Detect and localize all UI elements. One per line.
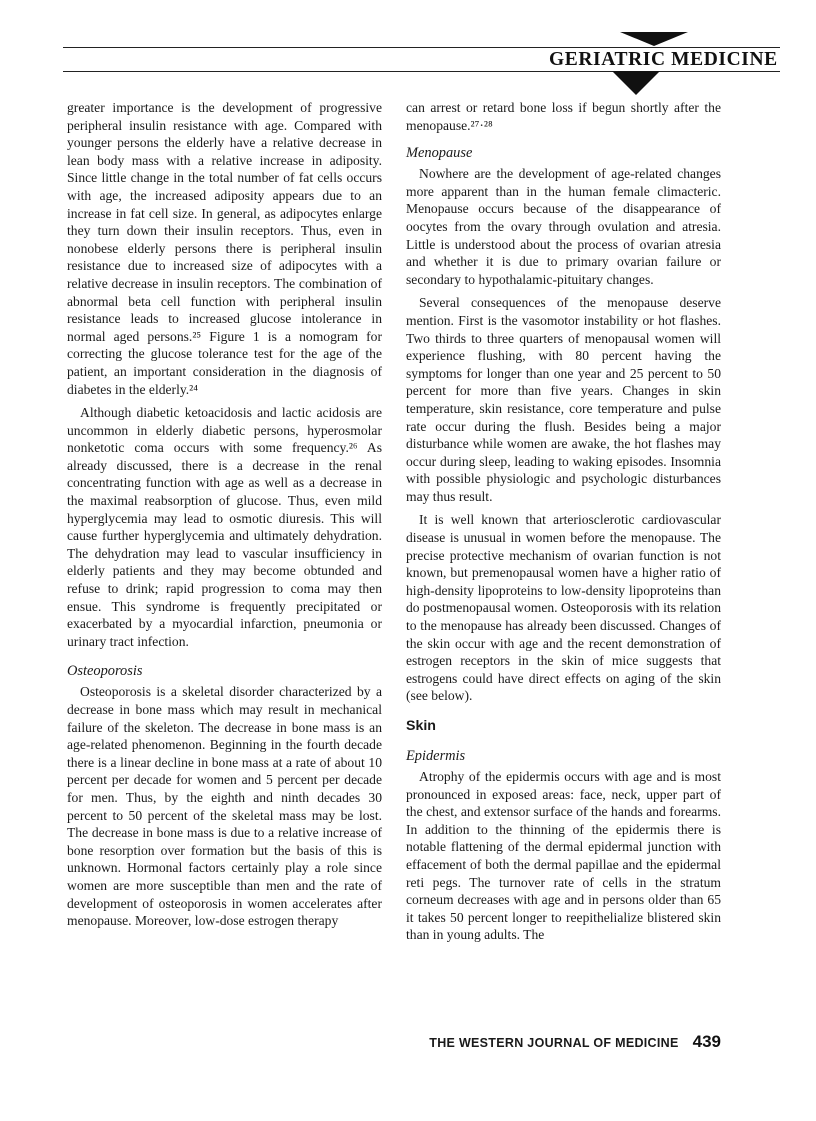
right-column	[406, 99, 721, 950]
section-heading: Skin	[406, 718, 436, 734]
page-number: 439	[692, 1032, 721, 1051]
subsection-heading: Menopause	[406, 145, 473, 162]
section-title: GERIATRIC MEDICINE	[546, 49, 781, 70]
subsection-heading: Epidermis	[406, 748, 466, 764]
body-paragraph: can arrest or retard bone loss if begun shortly after the menopause.²⁷·²⁸	[406, 100, 721, 133]
body-paragraph: Although diabetic ketoacidosis and lactic acidosis are uncommon in elderly diabetic persons, hyperosmolar nonketotic coma occurs with some frequency.²⁶ As already discussed, there is a decrease in the renal concentrating function with age as well as a decrease in the maximal reabsorption of glucose. Thus, even mild hyperglycemia may lead to osmotic diuresis. This will cause further hyperglycemia and ultimately dehydration. The dehydration may lead to vascular insufficiency in elderly patients and they may become obtunded and refuse to drink; rapid progression to coma may then ensue. This syndrome is frequently precipitated or exacerbated by a myocardial infarction, pneumonia or urinary tract infection.	[67, 405, 382, 649]
header-triangle-bottom	[612, 71, 660, 95]
body-paragraph: Osteoporosis is a skeletal disorder characterized by a decrease in bone mass which may result in mechanical failure of the skeleton. The decrease in bone mass is an age-related phenomenon. Beginning in the fourth decade there is a linear decline in bone mass at a rate of about 10 percent per decade for women and 5 percent per decade for men. Thus, by the eighth and ninth decades 30 percent to 50 percent of the skeletal mass may be lost. The decrease in bone mass is due to a relative increase of bone resorption over formation but the basis of this is unknown. Hormonal factors certainly play a role since women are more susceptible than men and the rate of development of osteoporosis in women accelerates after menopause. Moreover, low-dose estrogen therapy	[67, 684, 382, 929]
body-paragraph: It is well known that arteriosclerotic cardiovascular disease is unusual in women before the menopause. The precise protective mechanism of ovarian function is not known, but premenopausal women have a higher ratio of high-density lipoproteins to low-density lipoproteins than do postmenopausal women. Osteoporosis with its relation to the menopause has already been discussed. Changes of the skin occur with age and the recent demonstration of estrogen receptors in the skin of mice suggests that estrogens could have direct effects on aging of the skin (see below).	[406, 512, 721, 704]
body-paragraph: Several consequences of the menopause deserve mention. First is the vasomotor instability or hot flashes. Two thirds to three quarters of menopausal women will experience flushing, with 80 percent having the symptoms for longer than one year and 25 percent to 50 percent for more than five years. Changes in skin temperature, skin resistance, core temperature and pulse rate occur during the flush. Besides being a major disturbance while women are awake, the hot flashes may occur during sleep, leading to waking episodes. Insomnia with possible physiologic and psychologic disturbances may thus result.	[406, 295, 721, 504]
body-paragraph: Nowhere are the development of age-related changes more apparent than in the human female climacteric. Menopause occurs because of the disappearance of oocytes from the ovary through ovulation and atresia. Little is understood about the process of ovarian atresia and whether it is due to primary ovarian failure or secondary to hypothalamic-pituitary changes.	[406, 166, 721, 287]
page-footer	[406, 1032, 721, 1052]
left-column	[67, 99, 382, 936]
subsection-heading: Osteoporosis	[67, 663, 143, 680]
header-triangle-top	[620, 32, 688, 46]
header-rule-bottom	[63, 71, 780, 72]
header-rule-top	[63, 47, 780, 48]
journal-name: THE WESTERN JOURNAL OF MEDICINE	[429, 1036, 679, 1050]
body-paragraph: Atrophy of the epidermis occurs with age and is most pronounced in exposed areas: face, neck, upper part of the chest, and extensor surface of the hands and forearms. In addition to the thinning of the epidermis there is notable flattening of the dermal epidermal junction with effacement of both the dermal papillae and the epidermal reti pegs. The turnover rate of cells in the stratum corneum decreases with age and in persons older than 65 it takes 50 percent longer to reepithelialize blistered skin than in young adults. The	[406, 769, 721, 943]
body-paragraph: greater importance is the development of progressive peripheral insulin resistance with age. Compared with younger persons the elderly have a relative decrease in lean body mass with a relative increase in adiposity. Since little change in the total number of fat cells occurs with age, the increased adiposity appears due to an increase in fat cell size. In general, as adipocytes enlarge they turn down their insulin receptors. Thus, even in nonobese elderly persons there is peripheral insulin resistance due to increased size of adipocytes with a relative decrease in insulin receptors. The combination of abnormal beta cell function with peripheral insulin resistance leads to increased glucose intolerance in normal aged persons.²⁵ Figure 1 is a nomogram for correcting the glucose tolerance test for the age of the patient, an important consideration in the diagnosis of diabetes in the elderly.²⁴	[67, 100, 382, 397]
